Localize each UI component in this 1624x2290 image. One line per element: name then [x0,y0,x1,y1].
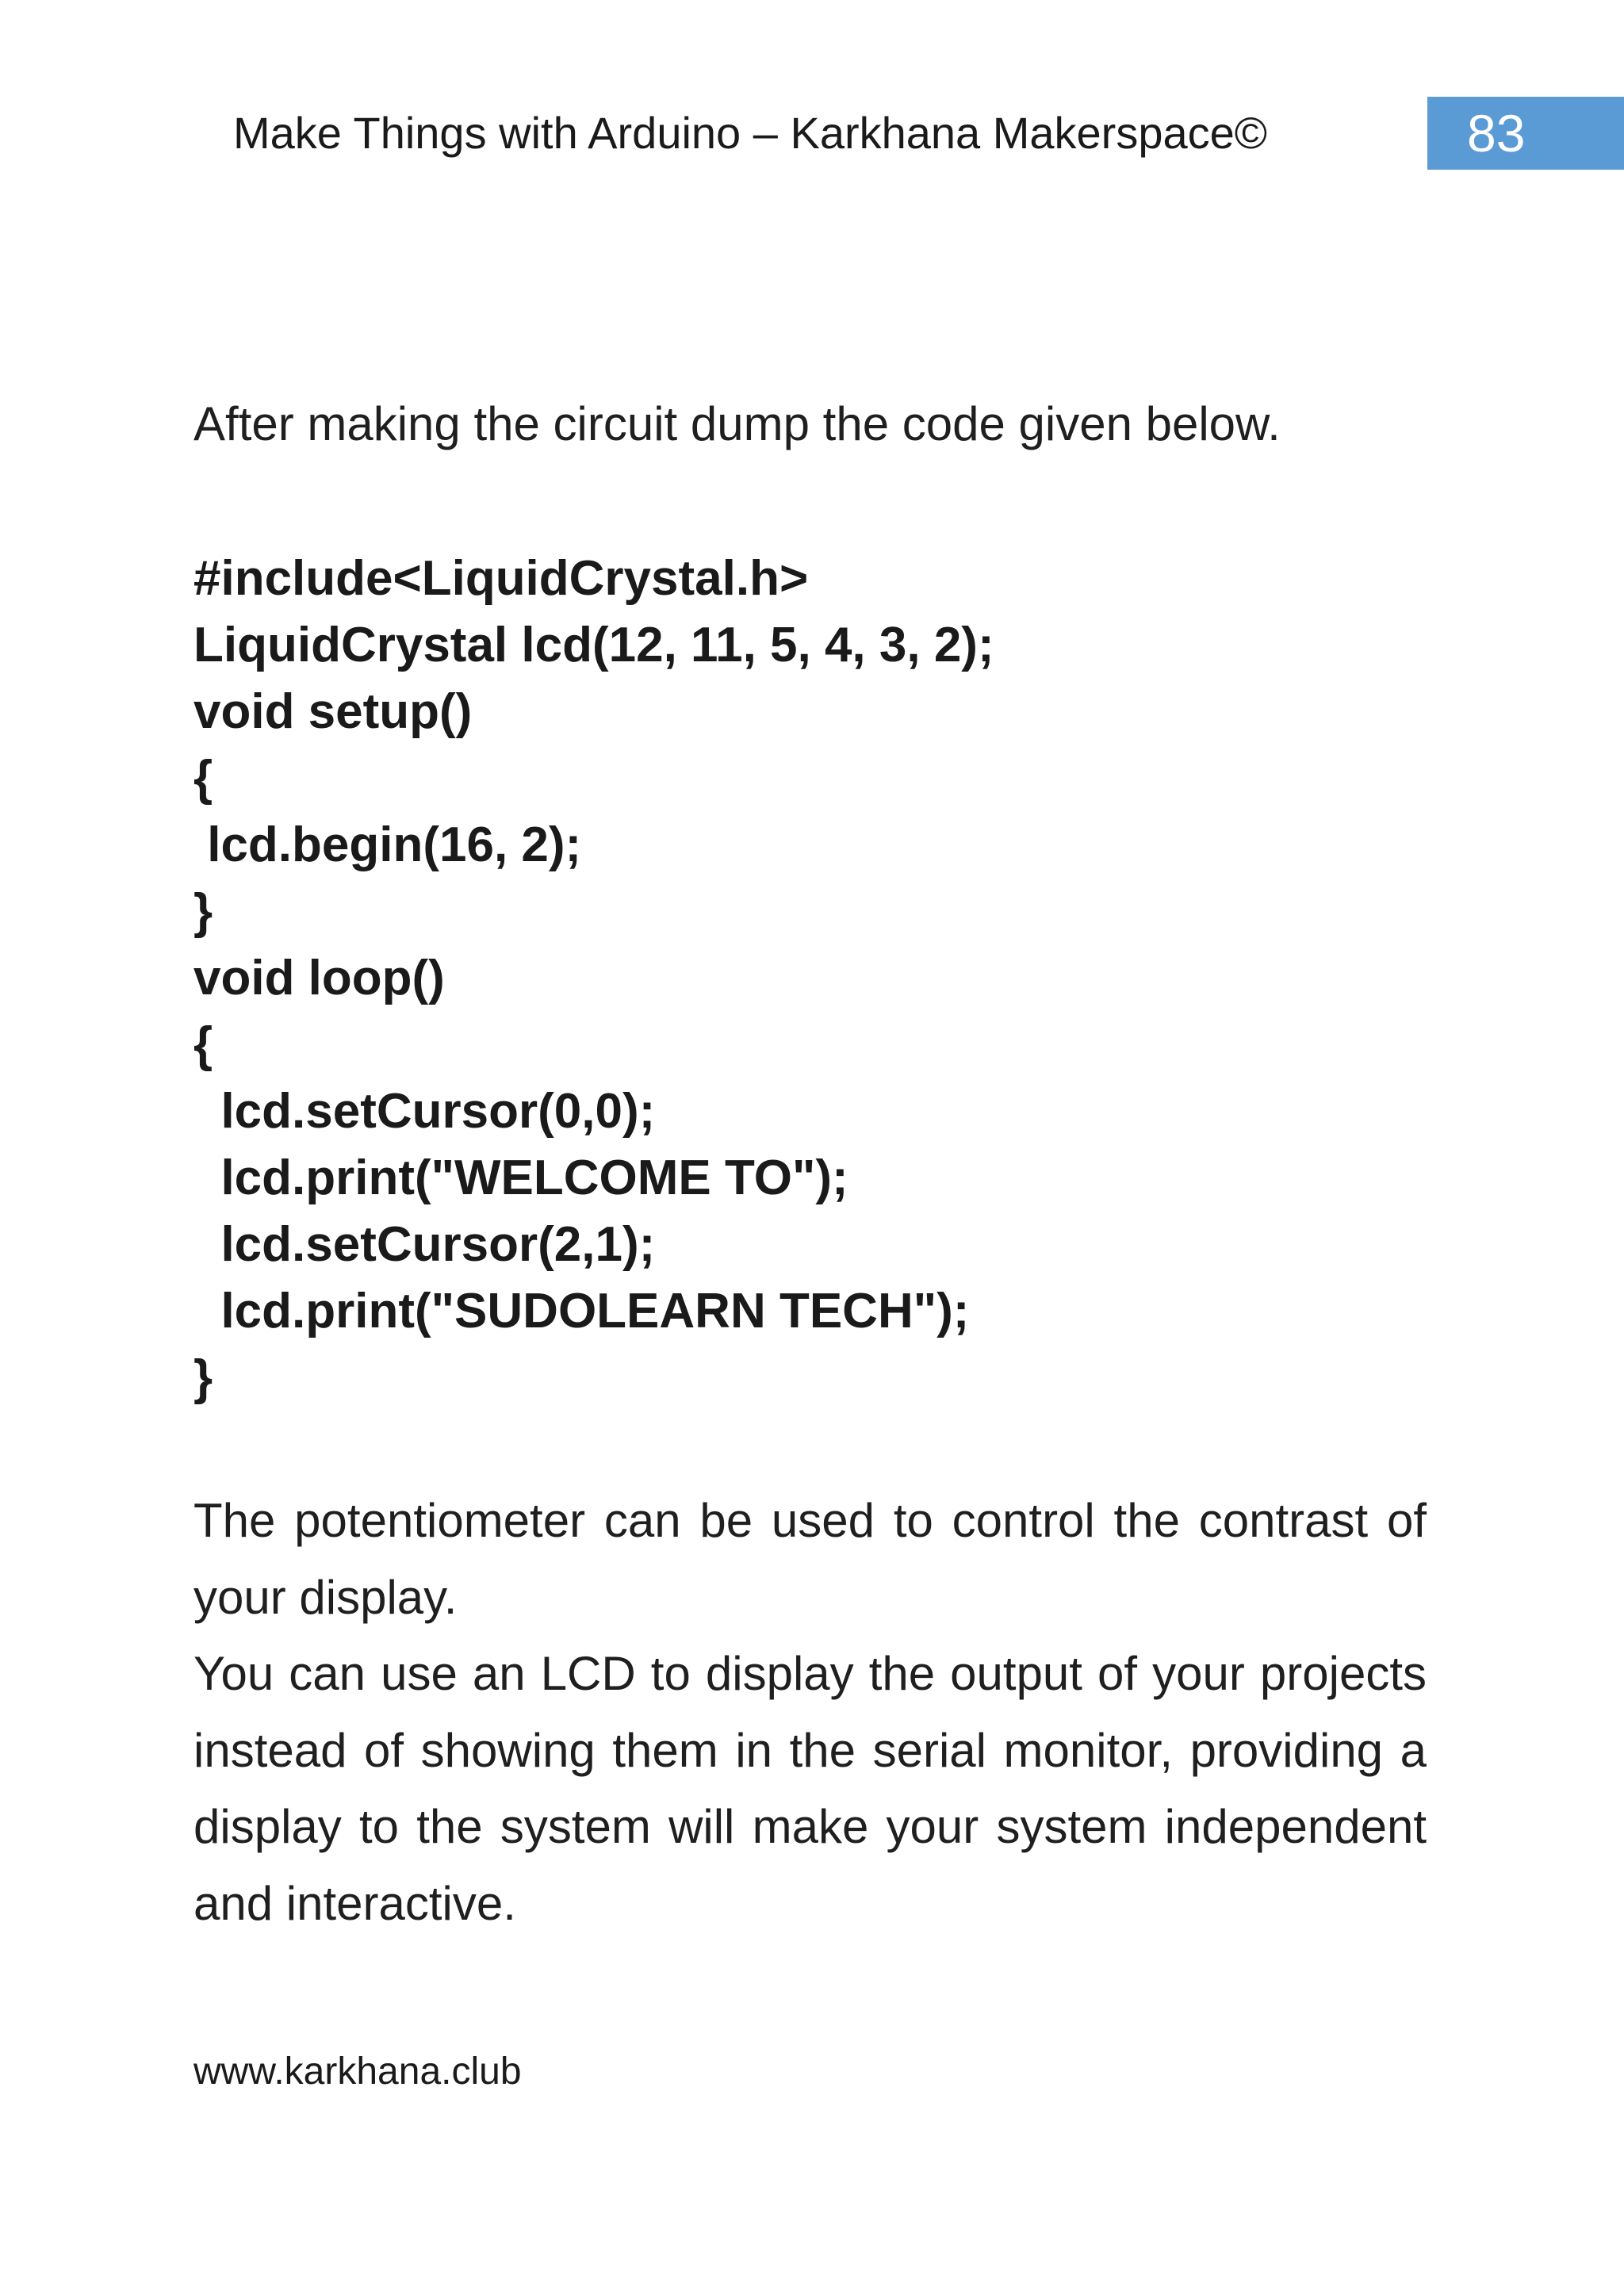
page-number-badge [1427,97,1624,170]
code-line: void loop() [193,951,445,1005]
code-line: } [193,1350,213,1405]
code-line: } [193,884,213,939]
code-line: lcd.print("SUDOLEARN TECH"); [193,1284,970,1338]
page-number: 83 [1467,104,1526,163]
paragraph-contrast: The potentiometer can be used to control the contrast of your display. [193,1494,1427,1624]
code-line: { [193,1017,213,1072]
code-listing [193,546,994,1411]
body-text [193,1483,1427,1942]
code-line: #include<LiquidCrystal.h> [193,551,809,606]
code-line: lcd.begin(16, 2); [193,818,582,872]
code-line: lcd.setCursor(0,0); [193,1084,656,1139]
code-line: lcd.setCursor(2,1); [193,1217,656,1272]
code-line: { [193,751,213,806]
paragraph-lcd-usage: You can use an LCD to display the output of your projects instead of showing them in the serial monitor, providing a display to the system will make your system independent and interactive. [193,1647,1427,1930]
running-header-title: Make Things with Arduino – Karkhana Makerspace© [233,108,1268,158]
code-line: LiquidCrystal lcd(12, 11, 5, 4, 3, 2); [193,618,994,672]
footer-url: www.karkhana.club [193,2051,522,2093]
intro-sentence: After making the circuit dump the code given below. [193,397,1281,450]
code-line: void setup() [193,684,473,739]
code-line: lcd.print("WELCOME TO"); [193,1151,848,1205]
